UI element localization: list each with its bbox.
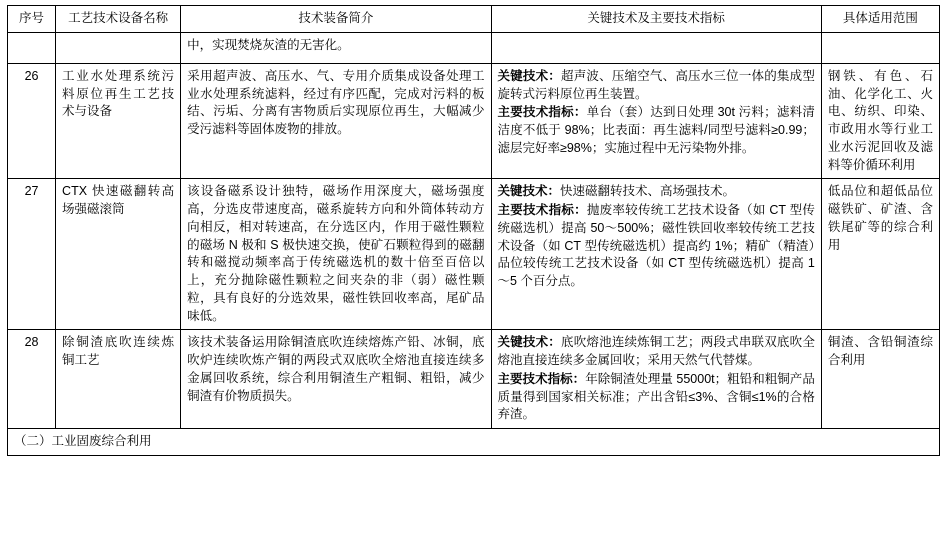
row-scope: 低品位和超低品位磁铁矿、矿渣、含铁尾矿等的综合利用 [821, 179, 939, 330]
table-header [8, 6, 940, 33]
continued-cell-intro: 中，实现焚烧灰渣的无害化。 [181, 32, 491, 63]
column-header-name: 工艺技术设备名称 [56, 6, 181, 33]
key-technology-text: 快速磁翻转技术、高场强技术。 [560, 184, 736, 199]
continued-cell-name [56, 32, 181, 63]
key-technology-text: 底吹熔池连续炼铜工艺；两段式串联双底吹全熔池直接连续多金属回收；采用天然气代替煤。 [497, 335, 815, 367]
main-indicator-label: 主要技术指标： [497, 371, 586, 386]
row-no: 26 [8, 63, 56, 179]
row-intro: 该技术装备运用除铜渣底吹连续熔炼产铅、冰铜，底吹炉连续吹炼产铜的两段式双底吹全熔池直接连续多金属回收系统，综合利用铜渣生产粗铜、粗铅，减少铜渣有价物质损失。 [181, 330, 491, 429]
row-key-tech [491, 330, 821, 429]
technology-catalog-table [7, 5, 940, 456]
row-name: 除铜渣底吹连续炼铜工艺 [56, 330, 181, 429]
key-technology-label: 关键技术： [497, 184, 561, 199]
main-indicator-text: 年除铜渣处理量 55000t；粗铅和粗铜产品质量得到国家相关标准；产出含铅≤3%、含铜≤1%的合格弃渣。 [497, 371, 815, 422]
continued-cell-no [8, 32, 56, 63]
table-row [8, 179, 940, 330]
row-name: CTX 快速磁翻转高场强磁滚筒 [56, 179, 181, 330]
row-scope: 铜渣、含铅铜渣综合利用 [821, 330, 939, 429]
column-header-key-tech: 关键技术及主要技术指标 [491, 6, 821, 33]
row-no: 27 [8, 179, 56, 330]
column-header-intro: 技术装备简介 [181, 6, 491, 33]
column-header-scope: 具体适用范围 [821, 6, 939, 33]
row-key-tech [491, 63, 821, 179]
main-indicator-text: 单台（套）达到日处理 30t 污料；滤料清洁度不低于 98%；比表面：再生滤料/同型号滤料≥0.99；滤层完好率≥98%；实施过程中无污染物外排。 [497, 105, 815, 155]
section-heading: （二）工业固废综合利用 [8, 429, 940, 456]
key-technology-label: 关键技术： [497, 335, 562, 350]
continued-cell-scope [821, 32, 939, 63]
continued-cell-key [491, 32, 821, 63]
main-indicator-label: 主要技术指标： [497, 203, 587, 217]
row-no: 28 [8, 330, 56, 429]
main-indicator-label: 主要技术指标： [497, 105, 587, 120]
row-name: 工业水处理系统污料原位再生工艺技术与设备 [56, 63, 181, 179]
row-intro: 该设备磁系设计独特，磁场作用深度大，磁场强度高，分选皮带速度高，磁系旋转方向和外筒体转动方向相反，相对转速高，在分选区内，作用于磁性颗粒的磁场 N 极和 S 极快速交换，使矿石颗粒得到的磁翻转和磁搅动频率高于传统磁选机的数十倍至百倍以上，充分抛除磁性颗粒之间夹杂的非（弱）磁性颗粒，具有良好的分选效果，磁性铁回收率高，尾矿品味低。 [181, 179, 491, 330]
main-indicator-text: 抛废率较传统工艺技术设备（如 CT 型传统磁选机）提高 50～500%；磁性铁回收率较传统工艺技术设备（如 CT 型传统磁选机）提高约 1%；精矿（精渣）品位较传统工艺技术设备（如 CT 型传统磁选机）提高 1～5 个百分点。 [497, 203, 815, 288]
key-technology-text: 超声波、压缩空气、高压水三位一体的集成型旋转式污料原位再生装置。 [497, 68, 815, 101]
row-intro: 采用超声波、高压水、气、专用介质集成设备处理工业水处理系统滤料，经过有序匹配，完成对污料的板结、污垢、分离有害物质后实现原位再生，大幅减少受污滤料等固体废物的排放。 [181, 63, 491, 179]
table-row [8, 330, 940, 429]
key-technology-label: 关键技术： [497, 68, 562, 83]
row-key-tech [491, 179, 821, 330]
table-body [8, 32, 940, 455]
table-header-row [8, 6, 940, 33]
row-scope: 钢铁、有色、石油、化学化工、火电、纺织、印染、市政用水等行业工业水污泥回收及滤料等价循环利用 [821, 63, 939, 179]
table-row [8, 63, 940, 179]
column-header-no: 序号 [8, 6, 56, 33]
document-page [0, 5, 947, 548]
table-row-section [8, 429, 940, 456]
table-row-continued [8, 32, 940, 63]
